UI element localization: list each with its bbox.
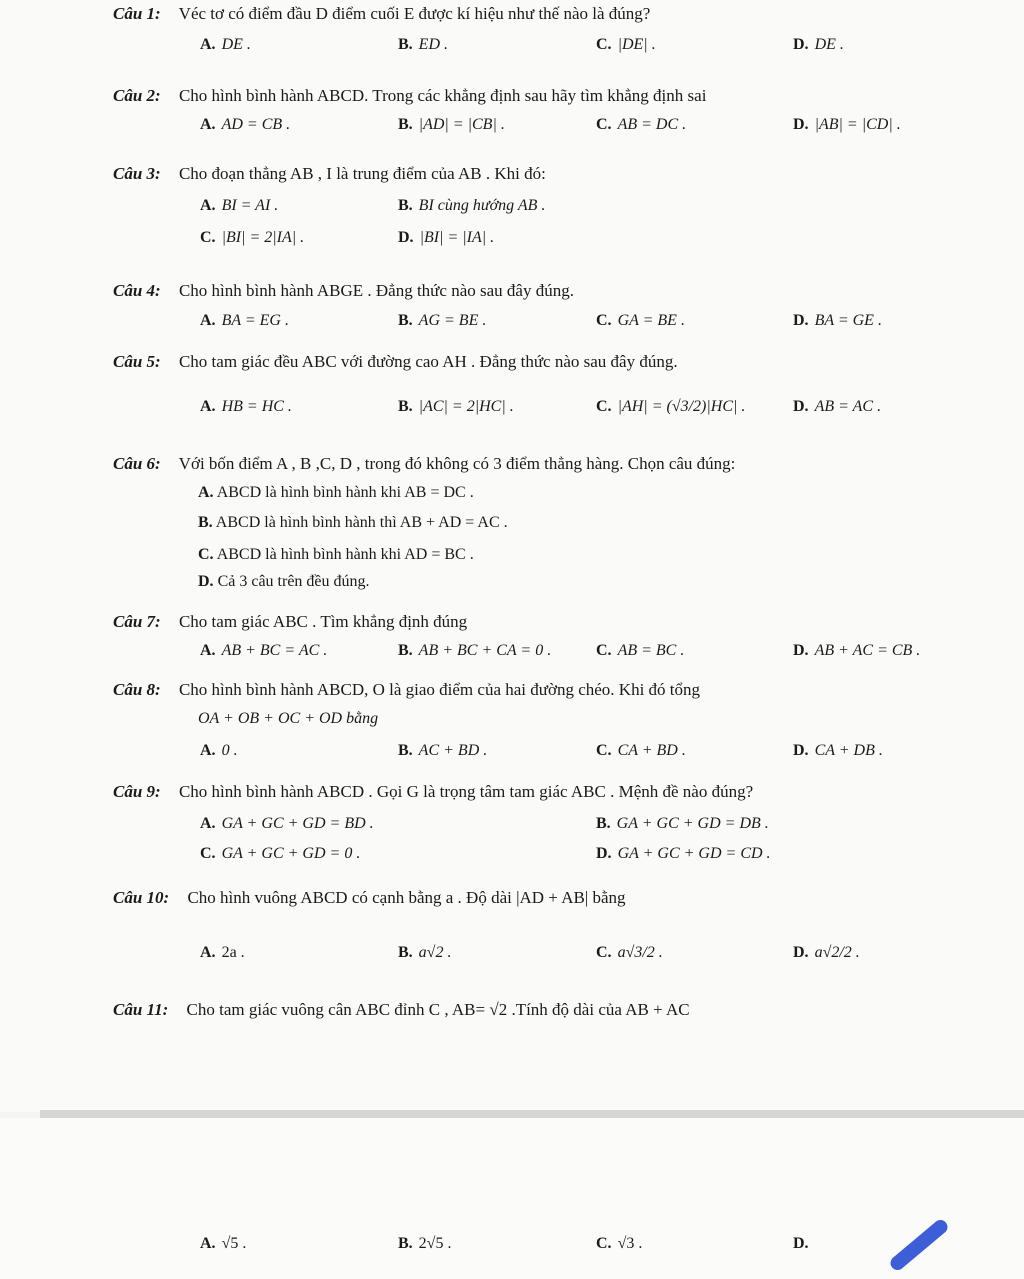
option-b: B. |AC| = 2|HC| . [398, 398, 514, 415]
option-a: A. BA = EG . [200, 312, 289, 329]
option-d: D. |BI| = |IA| . [398, 229, 495, 246]
option-d: D. GA + GC + GD = CD . [596, 845, 771, 862]
question-label: Câu 11: [113, 1000, 169, 1019]
question-3 [113, 164, 546, 184]
question-label: Câu 9: [113, 782, 161, 801]
option-a: A. AB + BC = AC . [200, 642, 328, 659]
option-d: D. DE . [793, 36, 844, 53]
option-d: D. BA = GE . [793, 312, 882, 329]
option-c: C. |DE| . [596, 36, 656, 53]
option-d: D. CA + DB . [793, 742, 883, 759]
option-c: C. |BI| = 2|IA| . [200, 229, 305, 246]
option-c: C. AB = BC . [596, 642, 685, 659]
question-text-continued: OA + OB + OC + OD bằng [198, 710, 379, 727]
question-text: Với bốn điểm A , B ,C, D , trong đó không có 3 điểm thẳng hàng. Chọn câu đúng: [178, 454, 736, 473]
question-label: Câu 4: [113, 281, 161, 300]
question-text: Cho hình bình hành ABCD. Trong các khẳng định sau hãy tìm khẳng định sai [178, 86, 707, 105]
question-text: Cho hình vuông ABCD có cạnh bằng a . Độ dài |AD + AB| bằng [187, 888, 626, 907]
question-text: Cho hình bình hành ABCD, O là giao điểm của hai đường chéo. Khi đó tổng [178, 680, 701, 699]
option-d: D. a√2/2 . [793, 944, 860, 961]
question-7 [113, 612, 467, 632]
option-b: B. AC + BD . [398, 742, 488, 759]
option-d: D. [793, 1235, 809, 1252]
question-text: Cho tam giác đều ABC với đường cao AH . Đẳng thức nào sau đây đúng. [178, 352, 678, 371]
option-c: C. √3 . [596, 1235, 643, 1252]
question-label: Câu 3: [113, 164, 161, 183]
option-a: A. DE . [200, 36, 251, 53]
option-c: C. ABCD là hình bình hành khi AD = BC . [198, 546, 474, 563]
question-label: Câu 8: [113, 680, 161, 699]
question-text: Cho hình bình hành ABGE . Đẳng thức nào sau đây đúng. [178, 281, 574, 300]
question-11 [113, 1000, 690, 1020]
option-b: B. AB + BC + CA = 0 . [398, 642, 552, 659]
option-b: B. a√2 . [398, 944, 452, 961]
option-b: B. ABCD là hình bình hành thì AB + AD = AC . [198, 514, 508, 531]
page-divider [40, 1110, 1024, 1118]
option-d: D. Cả 3 câu trên đều đúng. [198, 573, 370, 590]
question-6 [113, 454, 735, 474]
question-text: Cho hình bình hành ABCD . Gọi G là trọng tâm tam giác ABC . Mệnh đề nào đúng? [178, 782, 754, 801]
option-b: B. ED . [398, 36, 448, 53]
question-text: Cho đoạn thẳng AB , I là trung điểm của AB . Khi đó: [178, 164, 546, 183]
option-b: B. GA + GC + GD = DB . [596, 815, 769, 832]
option-a: A. 0 . [200, 742, 238, 759]
question-label: Câu 7: [113, 612, 161, 631]
question-5 [113, 352, 678, 372]
option-a: A. 2a . [200, 944, 245, 961]
option-b: B. 2√5 . [398, 1235, 452, 1252]
option-a: A. AD = CB . [200, 116, 291, 133]
option-a: A. ABCD là hình bình hành khi AB = DC . [198, 484, 474, 501]
question-10 [113, 888, 626, 908]
question-9 [113, 782, 753, 802]
question-label: Câu 2: [113, 86, 161, 105]
question-label: Câu 5: [113, 352, 161, 371]
option-b: B. BI cùng hướng AB . [398, 197, 546, 214]
option-c: C. GA = BE . [596, 312, 685, 329]
next-page [0, 1118, 1024, 1279]
option-c: C. CA + BD . [596, 742, 686, 759]
option-a: A. √5 . [200, 1235, 247, 1252]
question-4 [113, 281, 574, 301]
question-2 [113, 86, 706, 106]
option-d: D. |AB| = |CD| . [793, 116, 901, 133]
question-label: Câu 1: [113, 4, 161, 23]
option-c: C. AB = DC . [596, 116, 687, 133]
option-d: D. AB = AC . [793, 398, 882, 415]
question-text: Cho tam giác vuông cân ABC đỉnh C , AB= √2 .Tính độ dài của AB + AC [186, 1000, 690, 1019]
option-c: C. a√3/2 . [596, 944, 663, 961]
option-b: B. |AD| = |CB| . [398, 116, 505, 133]
option-c: C. GA + GC + GD = 0 . [200, 845, 361, 862]
option-a: A. GA + GC + GD = BD . [200, 815, 374, 832]
question-label: Câu 6: [113, 454, 161, 473]
option-a: A. HB = HC . [200, 398, 292, 415]
option-d: D. AB + AC = CB . [793, 642, 921, 659]
question-8 [113, 680, 700, 700]
option-c: C. |AH| = (√3/2)|HC| . [596, 398, 746, 415]
question-1 [113, 4, 650, 24]
option-a: A. BI = AI . [200, 197, 279, 214]
question-text: Cho tam giác ABC . Tìm khẳng định đúng [178, 612, 468, 631]
question-label: Câu 10: [113, 888, 170, 907]
question-text: Véc tơ có điểm đầu D điểm cuối E được kí hiệu như thế nào là đúng? [178, 4, 651, 23]
option-b: B. AG = BE . [398, 312, 487, 329]
